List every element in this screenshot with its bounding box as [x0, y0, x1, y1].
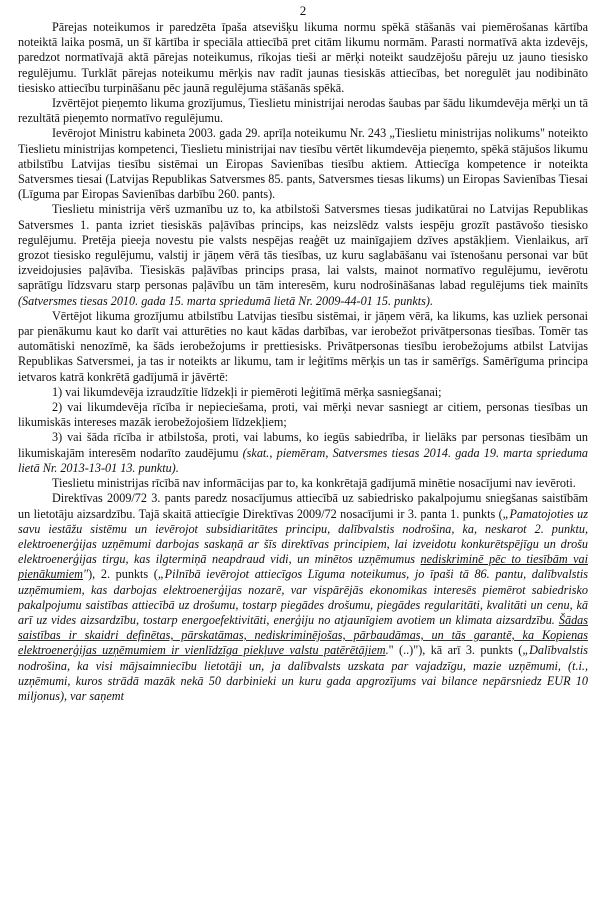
paragraph-competence: Ievērojot Ministru kabineta 2003. gada 29. aprīļa noteikumu Nr. 243 „Tieslietu ministrijas nolikums" noteikto Tieslietu ministrijas kompetenci, Tieslietu ministrijai nav tiesību vērtēt likumdevēja pieņemto, spēkā stājušos likumu atbilstību Latvijas tiesību sistēmai un Eiropas Savienības tiesību aktiem. Attiecīga kompetence ir noteikta Satversmes tiesai (Latvijas Republikas Satversmes 85. pants, Satversmes tiesas likums) un Eiropas Savienības Tiesai (Līguma par Eiropas Savienības darbību 260. pants).	[18, 126, 588, 202]
list-item-text: 3) vai šāda rīcība ir atbilstoša, proti, vai labums, ko iegūs sabiedrība, ir lielāks par personas tiesībām un likumiskajām interesēm nodarīto zaudējumu	[18, 430, 588, 460]
directive-quote-underlined: Šādas saistības ir skaidri definētas, pārskatāmas, nediskriminējošas, pārbaudāmas, un tās garantē, ka Kopienas elektroenerģijas uzņēmumiem ir vienlīdzīga piekļuve valstu patērētājiem	[18, 612, 588, 658]
case-citation: (Satversmes tiesas 2010. gada 15. marta spriedumā lietā Nr. 2009-44-01 15. punkts).	[18, 293, 434, 308]
list-item: 1) vai likumdevēja izraudzītie līdzekļi ir piemēroti leģitīmā mērķa sasniegšanai;	[52, 384, 442, 399]
paragraph-text: Tieslietu ministrija vērš uzmanību uz to, ka atbilstoši Satversmes tiesas judikatūrai no Latvijas Republikas Satversmes 1. panta izriet tiesiskās paļāvības princips, kas neizslēdz valsts iespēju grozīt pastāvošo tiesisko regulējumu. Pretēja pieeja novestu pie valsts nespējas reaģēt uz mainīgajiem dzīves apstākļiem. Vienlaikus, arī grozot tiesisko regulējumu, valstij ir jāņem vērā tās tiesības, uz kuru saglabāšanu vai īstenošanu personai var būt izveidojusies paļāvība. Tiesiskās paļāvības princips prasa, lai valsts, mainot normatīvo regulējumu, ievērotu saprātīgu līdzsvaru starp personas paļāvību un tām interesēm, kuru nodrošināšanas labad regulējums tiek mainīts	[18, 202, 588, 293]
paragraph-directive	[18, 491, 588, 704]
directive-quote: „Pamatojoties uz savu iestāžu sistēmu un ievērojot subsidiaritātes principu, dalībvalstis nodrošina, ka, neskarot 2. punktu, elektroenerģijas uzņēmumi darbojas saskaņā ar šīs direktīvas principiem, lai izveidotu konkurētspējīgu un drošu elektroenerģijas tirgu, kas ilgtermiņā neapdraud vidi, un minētos uzņēmumus	[18, 506, 588, 567]
list-item: 2) vai likumdevēja rīcība ir nepieciešama, proti, vai mērķi nevar sasniegt ar citiem, personas tiesības un likumiskās intereses mazāk ierobežojošiem līdzekļiem;	[18, 400, 588, 430]
directive-quote-end: .	[385, 643, 389, 658]
paragraph-transitional-provisions: Pārejas noteikumos ir paredzēta īpaša atsevišķu likuma normu spēkā stāšanās vai piemērošanas kārtība noteiktā laika posmā, un šī kārtība ir speciāla attiecībā pret citām likumu normām. Parasti normatīvā akta izdevējs, paredzot normatīvajā aktā pārejas noteikumus, rīkojas tieši ar mērķi noteikt saudzējošu pāreju uz jauno tiesisko regulējumu. Turklāt pārejas noteikumu mērķis nav radīt jaunas tiesiskās attiecības, bet noregulēt jau nodibināto tiesisko attiecību turpināšanu pēc jaunā regulējuma stāšanās spēkā.	[18, 20, 588, 95]
directive-quote-underlined: nediskriminē pēc to tiesībām vai pienākumiem	[18, 552, 588, 582]
paragraph-text: ), 2. punkts (	[88, 567, 158, 582]
paragraph-legitimate-expectations	[18, 202, 588, 308]
paragraph-no-information: Tieslietu ministrijas rīcībā nav informācijas par to, ka konkrētajā gadījumā minētie nosacījumi nav ievēroti.	[52, 476, 576, 491]
directive-quote: „Pilnībā ievērojot attiecīgos Līguma noteikumus, jo īpaši tā 86. pantu, dalībvalstis uzņēmumiem, kas darbojas elektroenerģijas nozarē, var vispārējās ekonomikas interesēs piemērot sabiedrisko pakalpojumu saistības attiecībā uz drošumu, tostarp piegādes drošumu, piegādes regularitāti, kvalitāti un cenu, kā arī uz vides aizsardzību, tostarp energoefektivitāti, enerģiju no atjaunīgiem avotiem un klimata aizsardzību.	[18, 567, 588, 627]
paragraph-ministry-position: Izvērtējot pieņemto likuma grozījumus, Tieslietu ministrijai nerodas šaubas par šādu likumdevēja mērķi un tā rezultātā pieņemto normatīvo regulējumu.	[18, 96, 588, 126]
case-citation: (skat., piemēram, Satversmes tiesas 2014. gada 19. marta sprieduma lietā Nr. 2013-13-01 13. punktu).	[18, 445, 588, 475]
directive-quote-end: "	[82, 567, 89, 582]
page-number: 2	[299, 3, 307, 18]
directive-quote: „Dalībvalstis nodrošina, ka visi mājsaimniecību lietotāji un, ja dalībvalsts uzskata par vajadzīgu, mazie uzņēmumi, (t.i., uzņēmumi, kuros strādā mazāk nekā 50 darbinieki un kuru gada apgrozījums vai bilance nepārsniedz EUR 10 miljonus), var saņemt	[18, 643, 589, 703]
list-item	[18, 430, 588, 476]
paragraph-proportionality: Vērtējot likuma grozījumu atbilstību Latvijas tiesību sistēmai, ir jāņem vērā, ka likums, kas uzliek personai par pienākumu kaut ko darīt vai atturēties no kaut kādas darbības, var ierobežot privātpersonas tiesības. Tomēr tas automātiski nenozīmē, ka šāds ierobežojums ir prettiesisks. Privātpersonas tiesību ierobežojums atbilst Latvijas Republikas Satversmei, ja tas ir noteikts ar likumu, tam ir leģitīms mērķis un tas ir samērīgs. Samērīguma principa ietvaros katrā konkrētā gadījumā ir jāvērtē:	[18, 308, 588, 384]
paragraph-text: " (..)"), kā arī 3. punkts (	[388, 643, 523, 658]
paragraph-text: Direktīvas 2009/72 3. pants paredz nosacījumus attiecībā uz sabiedrisko pakalpojumu sniegšanas saistībām un lietotāju aizsardzību. Tajā skaitā attiecīgie Direktīvas 2009/72 nosacījumi ir 3. panta 1. punkts (	[18, 491, 588, 521]
